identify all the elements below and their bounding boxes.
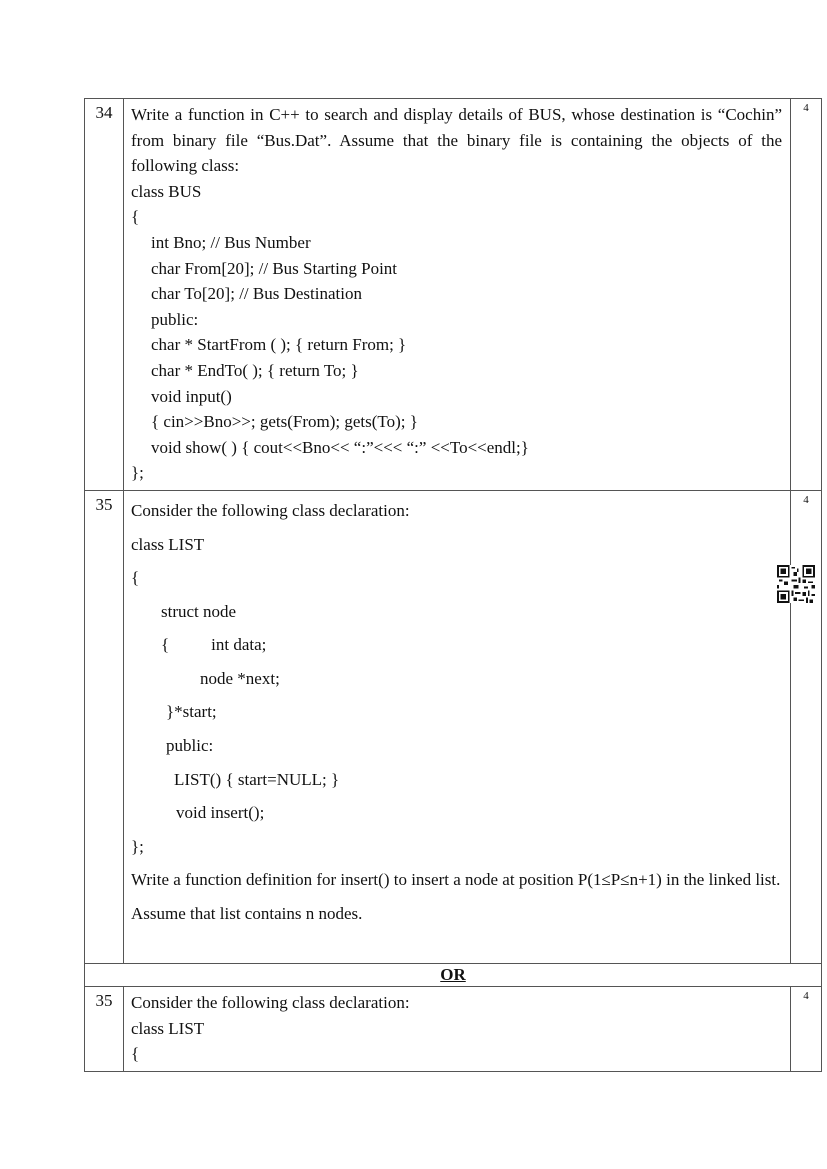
code-line: };	[131, 463, 144, 483]
question-body	[124, 986, 791, 1071]
code-line: {	[131, 1044, 140, 1064]
code-line: }*start;	[166, 702, 217, 722]
code-line: public:	[151, 309, 199, 329]
code-line: void insert();	[176, 803, 265, 823]
question-marks: 4	[791, 490, 822, 963]
code-line: public:	[166, 736, 214, 756]
code-line: };	[131, 836, 144, 856]
code-line: class LIST	[131, 534, 205, 554]
code-line: char * EndTo( ); { return To; }	[151, 360, 359, 380]
question-marks: 4	[791, 986, 822, 1071]
question-row-35	[85, 490, 822, 963]
code-line: {	[131, 568, 140, 588]
code-line: void input()	[151, 386, 232, 406]
code-line: {	[131, 207, 140, 227]
question-body	[124, 490, 791, 963]
question-number: 35	[85, 986, 124, 1071]
question-number: 34	[85, 99, 124, 491]
code-line: struct node	[161, 601, 237, 621]
code-line: char From[20]; // Bus Starting Point	[151, 258, 398, 278]
code-line: void show( ) { cout<<Bno<< “:”<<< “:” <<To<<endl;}	[151, 437, 529, 457]
question-number: 35	[85, 490, 124, 963]
code-line: LIST() { start=NULL; }	[174, 769, 340, 789]
question-intro: Consider the following class declaration:	[131, 500, 410, 520]
code-line: node *next;	[200, 668, 280, 688]
code-line: char To[20]; // Bus Destination	[151, 284, 362, 304]
code-line: int Bno; // Bus Number	[151, 232, 311, 252]
question-marks: 4	[791, 99, 822, 491]
or-divider-row	[85, 963, 822, 986]
question-table-container	[84, 98, 822, 1072]
code-line: char * StartFrom ( ); { return From; }	[151, 335, 407, 355]
question-row-35-alternative	[85, 986, 822, 1071]
code-line	[131, 628, 782, 662]
qr-code-icon	[777, 565, 815, 603]
question-task: Write a function definition for insert() to insert a node at position P(1≤P≤n+1) in the linked list. Assume that list contains n nodes.	[131, 870, 781, 924]
or-label: OR	[85, 963, 822, 986]
code-brace: {	[161, 635, 170, 655]
question-intro: Consider the following class declaration:	[131, 992, 410, 1012]
question-table	[84, 98, 822, 1072]
code-line: class LIST	[131, 1018, 205, 1038]
code-line: { cin>>Bno>>; gets(From); gets(To); }	[151, 412, 418, 432]
question-intro: Write a function in C++ to search and display details of BUS, whose destination is “Cochin” from binary file “Bus.Dat”. Assume that the binary file is containing the objects of the following class:	[131, 105, 782, 176]
question-body	[124, 99, 791, 491]
code-member: int data;	[211, 635, 267, 655]
code-line: class BUS	[131, 181, 202, 201]
question-row-34	[85, 99, 822, 491]
